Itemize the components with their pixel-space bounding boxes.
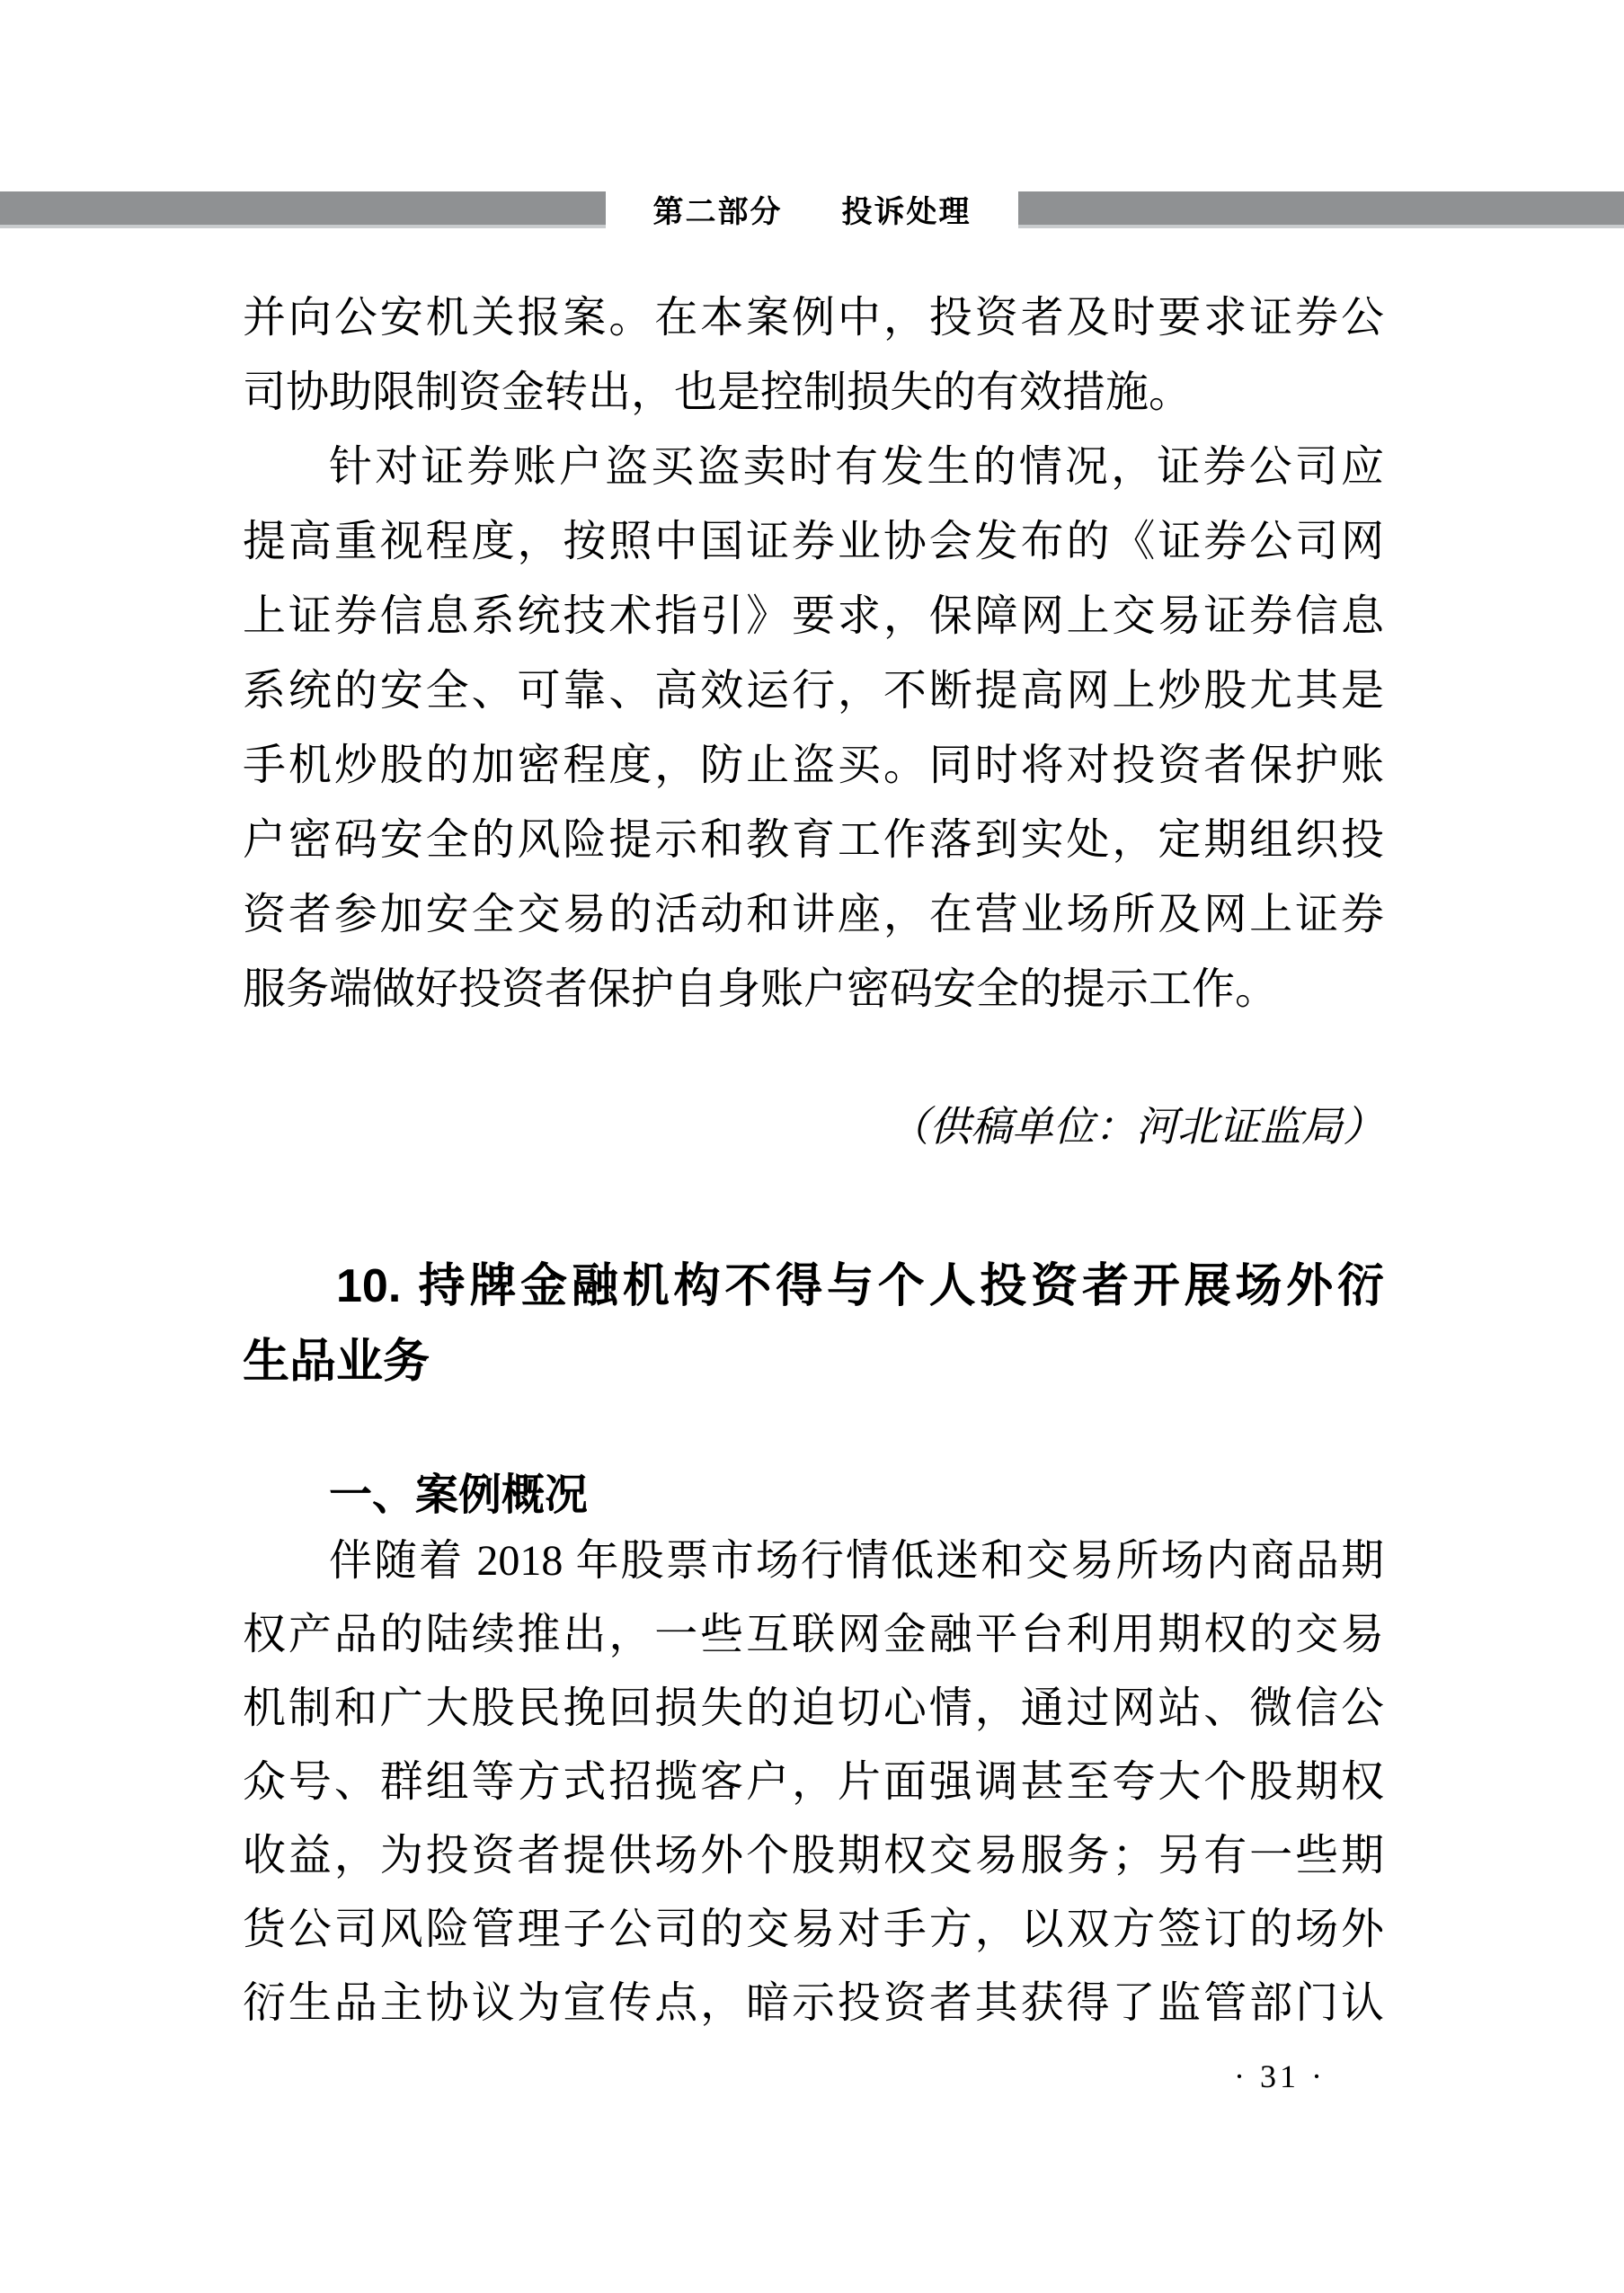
text-line: 货公司风险管理子公司的交易对手方，以双方签订的场外	[243, 1906, 1384, 1953]
header-section-title: 投诉处理	[841, 194, 972, 229]
text-line: 户密码安全的风险提示和教育工作落到实处，定期组织投	[243, 816, 1384, 864]
page-number: · 31 ·	[1234, 2058, 1326, 2094]
text-line: 上证券信息系统技术指引》要求，保障网上交易证券信息	[243, 592, 1384, 640]
text-line: 机制和广大股民挽回损失的迫切心情，通过网站、微信公	[243, 1684, 1384, 1732]
text-line: 司协助限制资金转出，也是控制损失的有效措施。	[243, 369, 1193, 416]
text-line: 服务端做好投资者保护自身账户密码安全的提示工作。	[243, 965, 1279, 1013]
attribution-line	[243, 1089, 1384, 1164]
body-text-block	[243, 1524, 1384, 2040]
text-line: 系统的安全、可靠、高效运行，不断提高网上炒股尤其是	[243, 667, 1384, 715]
section-heading-line: 10. 持牌金融机构不得与个人投资者开展场外衍	[336, 1260, 1384, 1312]
attribution-text: （供稿单位：河北证监局）	[888, 1104, 1384, 1150]
text-line: 收益，为投资者提供场外个股期权交易服务；另有一些期	[243, 1832, 1384, 1880]
section-heading-line: 生品业务	[243, 1336, 430, 1388]
text-line: 衍生品主协议为宣传点，暗示投资者其获得了监管部门认	[243, 1979, 1384, 2027]
header-section-label: 第二部分	[652, 194, 783, 229]
section-heading	[243, 1249, 1384, 1400]
text-line: 手机炒股的加密程度，防止盗买。同时将对投资者保护账	[243, 742, 1384, 789]
text-line: 资者参加安全交易的活动和讲座，在营业场所及网上证券	[243, 891, 1384, 938]
subsection-heading-text: 一、案例概况	[329, 1471, 589, 1519]
text-line: 伴随着 2018 年股票市场行情低迷和交易所场内商品期	[329, 1537, 1384, 1585]
text-line: 众号、群组等方式招揽客户，片面强调甚至夸大个股期权	[243, 1758, 1384, 1806]
running-header	[0, 189, 1624, 228]
body-text-block	[243, 280, 1384, 1027]
text-line: 针对证券账户盗买盗卖时有发生的情况，证券公司应	[329, 443, 1384, 491]
text-line: 并向公安机关报案。在本案例中，投资者及时要求证券公	[243, 294, 1384, 342]
text-line: 提高重视程度，按照中国证券业协会发布的《证券公司网	[243, 518, 1384, 565]
subsection-heading	[243, 1458, 1384, 1533]
text-line: 权产品的陆续推出，一些互联网金融平台利用期权的交易	[243, 1611, 1384, 1658]
